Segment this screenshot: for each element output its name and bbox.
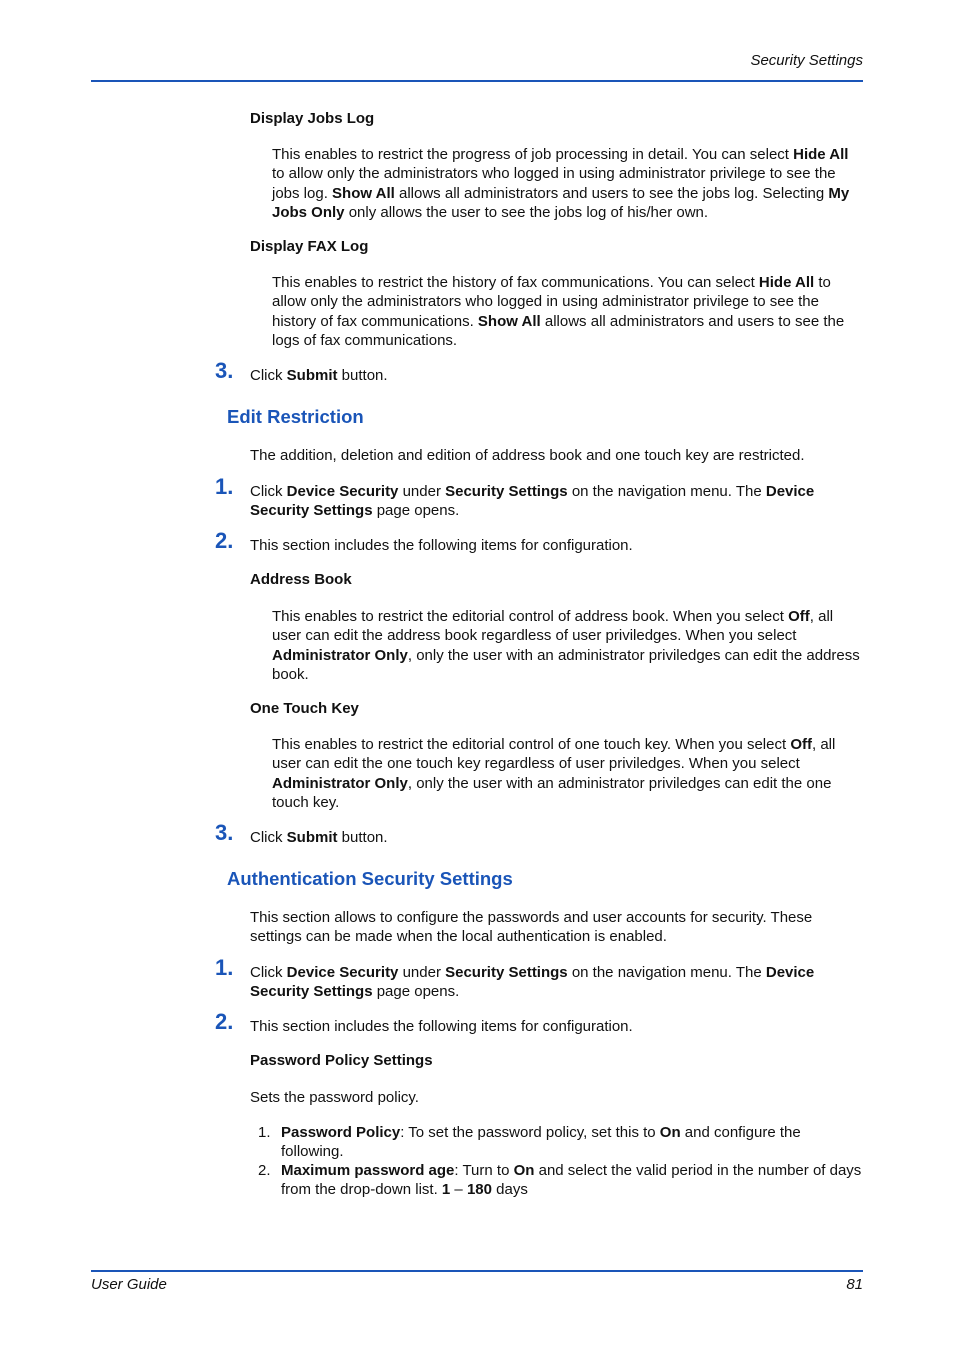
list-item-number: 2. bbox=[258, 1162, 271, 1179]
step-number: 1. bbox=[215, 474, 234, 499]
address-book-text: This enables to restrict the editorial control of address book. When you select Off, all user can edit the address book regardless of user priviledges. When you select Administrator Only, only the user with an administrator priviledges can edit the address book. bbox=[272, 608, 860, 683]
page-number: 81 bbox=[846, 1276, 863, 1293]
step-number: 3. bbox=[215, 358, 234, 383]
header-rule bbox=[91, 80, 863, 82]
one-touch-key-label: One Touch Key bbox=[250, 700, 359, 717]
list-item-number: 1. bbox=[258, 1124, 271, 1141]
display-jobs-log-label: Display Jobs Log bbox=[250, 110, 375, 127]
running-header-title: Security Settings bbox=[750, 52, 863, 69]
display-jobs-log-text: This enables to restrict the progress of job processing in detail. You can select Hide All to allow only the administrators who logged in using administrator privilege to see the jobs log. Show All allows all administrators and users to see the jobs log. Selecting My Jobs Only only allows the user to see the jobs log of his/her own. bbox=[272, 146, 850, 221]
step-text: This section includes the following items for configuration. bbox=[250, 1018, 633, 1035]
step-number: 1. bbox=[215, 955, 234, 980]
auth-security-intro: This section allows to configure the passwords and user accounts for security. These settings can be made when the local authentication is enabled. bbox=[250, 909, 813, 946]
display-fax-log-text: This enables to restrict the history of fax communications. You can select Hide All to allow only the administrators who logged in using administrator privilege to see the history of fax communications. Show All allows all administrators and users to see the logs of fax communications. bbox=[272, 274, 845, 349]
step-text: Click Device Security under Security Settings on the navigation menu. The Device Security Settings page opens. bbox=[250, 964, 815, 1001]
footer-rule bbox=[91, 1270, 863, 1272]
auth-security-heading: Authentication Security Settings bbox=[227, 868, 513, 889]
edit-restriction-heading: Edit Restriction bbox=[227, 406, 364, 427]
list-item-text: Maximum password age: Turn to On and select the valid period in the number of days from the drop-down list. 1 – 180 days bbox=[281, 1162, 862, 1199]
step-text: Click Submit button. bbox=[250, 829, 388, 846]
step-text: Click Submit button. bbox=[250, 367, 388, 384]
step-number: 2. bbox=[215, 1009, 234, 1034]
edit-restriction-intro: The addition, deletion and edition of address book and one touch key are restricted. bbox=[250, 447, 805, 464]
step-number: 3. bbox=[215, 820, 234, 845]
display-fax-log-label: Display FAX Log bbox=[250, 238, 369, 255]
list-item-text: Password Policy: To set the password policy, set this to On and configure the following. bbox=[281, 1124, 801, 1161]
password-policy-intro: Sets the password policy. bbox=[250, 1089, 419, 1106]
password-policy-label: Password Policy Settings bbox=[250, 1052, 433, 1069]
step-number: 2. bbox=[215, 528, 234, 553]
step-text: Click Device Security under Security Settings on the navigation menu. The Device Security Settings page opens. bbox=[250, 483, 815, 520]
one-touch-key-text: This enables to restrict the editorial control of one touch key. When you select Off, all user can edit the one touch key regardless of user priviledges. When you select Administrator Only, only the user with an administrator priviledges can edit the one touch key. bbox=[272, 736, 836, 811]
footer-title: User Guide bbox=[91, 1276, 167, 1293]
step-text: This section includes the following items for configuration. bbox=[250, 537, 633, 554]
address-book-label: Address Book bbox=[250, 571, 352, 588]
